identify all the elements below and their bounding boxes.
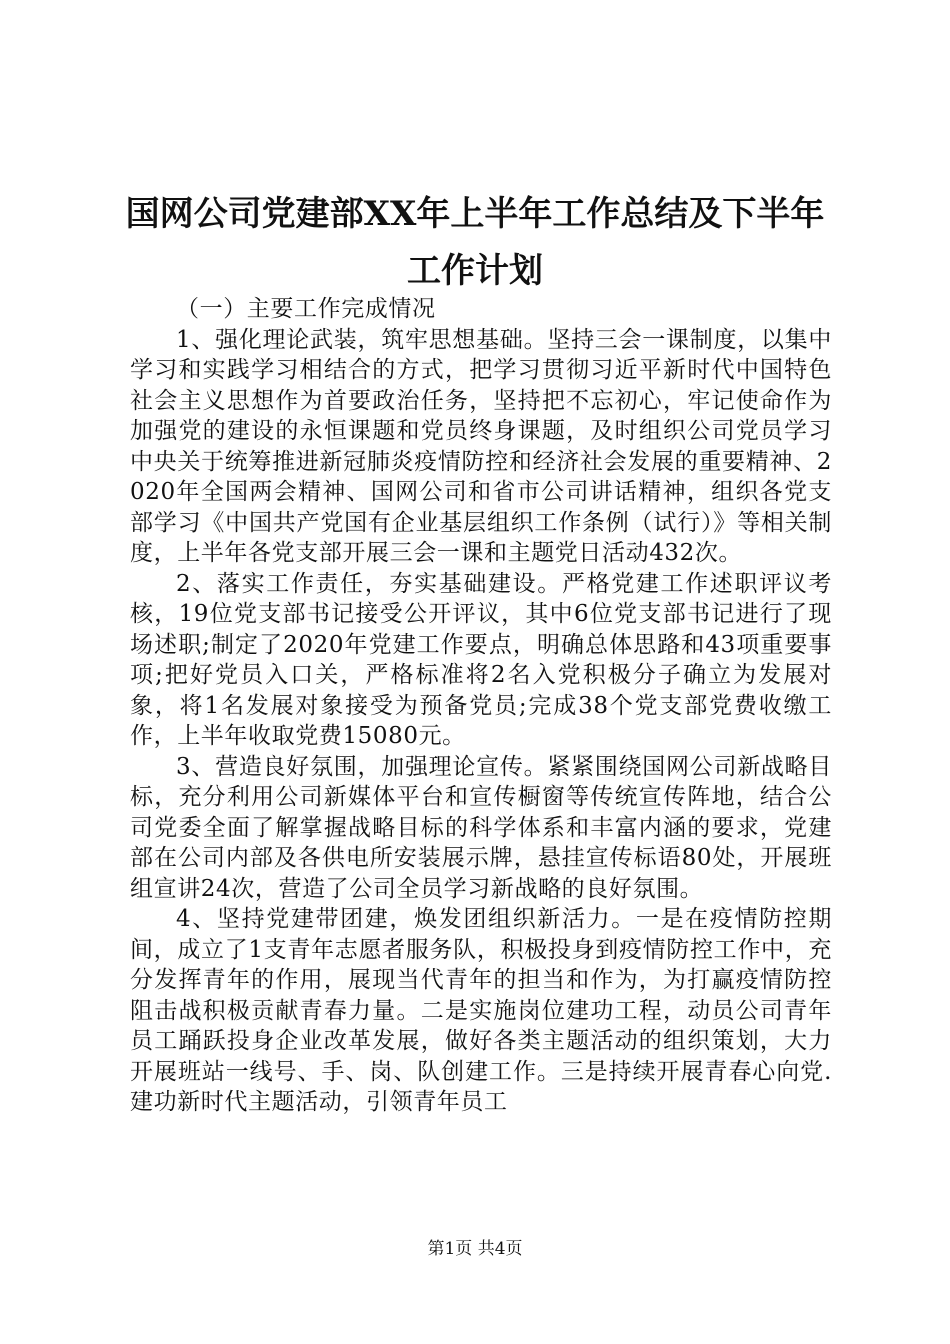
paragraph-1: 1、强化理论武装，筑牢思想基础。坚持三会一课制度，以集中学习和实践学习相结合的方式，把学习贯彻习近平新时代中国特色社会主义思想作为首要政治任务，坚持把不忘初心，牢记使命作为加强党的建设的永恒课题和党员终身课题，及时组织公司党员学习中央关于统筹推进新冠肺炎疫情防控和经济社会发展的重要精神、2020年全国两会精神、国网公司和省市公司讲话精神，组织各党支部学习《中国共产党国有企业基层组织工作条例（试行）》等相关制度，上半年各党支部开展三会一课和主题党日活动432次。 bbox=[130, 326, 832, 566]
document-title: 国网公司党建部XX年上半年工作总结及下半年工作计划 bbox=[125, 194, 825, 291]
paragraph-2: 2、落实工作责任，夯实基础建设。严格党建工作述职评议考核，19位党支部书记接受公开评议，其中6位党支部书记进行了现场述职;制定了2020年党建工作要点，明确总体思路和43项重要事项;把好党员入口关，严格标准将2名入党积极分子确立为发展对象，将1名发展对象接受为预备党员;完成38个党支部党费收缴工作，上半年收取党费15080元。 bbox=[130, 570, 832, 749]
page-footer: 第1页 共4页 bbox=[427, 1239, 523, 1259]
paragraph-3: 3、营造良好氛围，加强理论宣传。紧紧围绕国网公司新战略目标，充分利用公司新媒体平台和宣传橱窗等传统宣传阵地，结合公司党委全面了解掌握战略目标的科学体系和丰富内涵的要求，党建部在公司内部及各供电所安装展示牌，悬挂宣传标语80处，开展班组宣讲24次，营造了公司全员学习新战略的良好氛围。 bbox=[130, 753, 832, 902]
paragraph-4: 4、坚持党建带团建，焕发团组织新活力。一是在疫情防控期间，成立了1支青年志愿者服务队，积极投身到疫情防控工作中，充分发挥青年的作用，展现当代青年的担当和作为，为打赢疫情防控阻击战积极贡献青春力量。二是实施岗位建功工程，动员公司青年员工踊跃投身企业改革发展，做好各类主题活动的组织策划，大力开展班站一线号、手、岗、队创建工作。三是持续开展青春心向党.建功新时代主题活动，引领青年员工 bbox=[130, 906, 832, 1115]
document-body bbox=[130, 294, 832, 1118]
section-heading: （一）主要工作完成情况 bbox=[176, 296, 436, 322]
